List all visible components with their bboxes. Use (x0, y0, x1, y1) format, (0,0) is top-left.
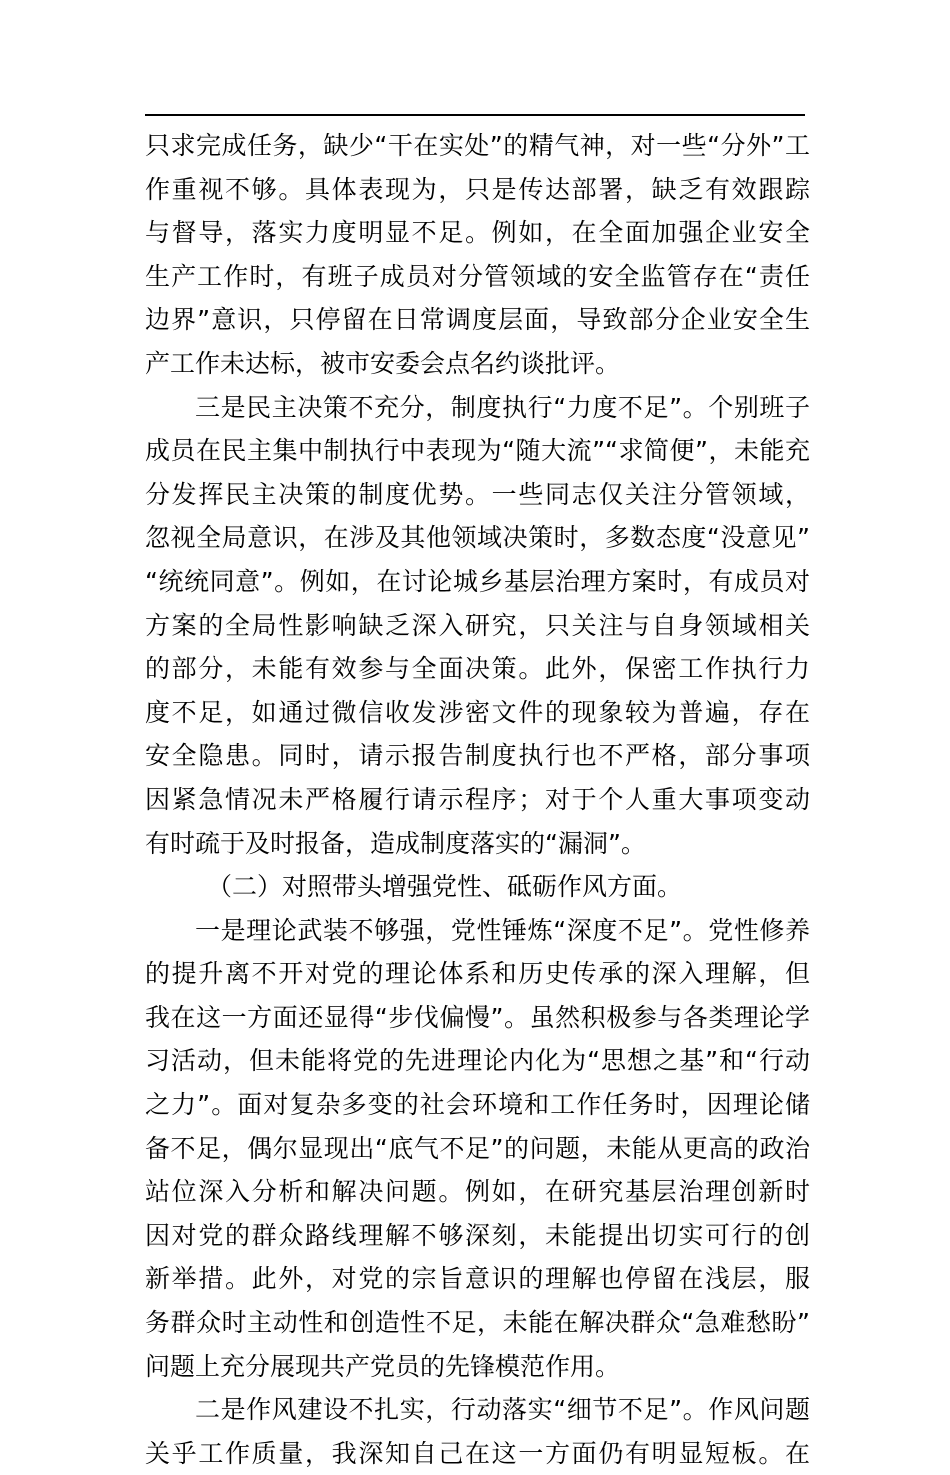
text-line: 习活动，但未能将党的先进理论内化为“思想之基”和“行动 (145, 1046, 810, 1076)
text-line: 一是理论武装不够强，党性锤炼“深度不足”。党性修养 (195, 915, 810, 945)
text-line: 有时疏于及时报备，造成制度落实的“漏洞”。 (145, 828, 646, 858)
text-line: 只求完成任务，缺少“干在实处”的精气神，对一些“分外”工 (145, 131, 810, 160)
text-line: “统统同意”。例如，在讨论城乡基层治理方案时，有成员对 (145, 566, 810, 596)
text-line: 作重视不够。具体表现为，只是传达部署，缺乏有效跟踪 (145, 174, 810, 204)
text-line: 因紧急情况未严格履行请示程序；对于个人重大事项变动 (145, 784, 810, 814)
header-rule (145, 114, 805, 116)
text-line: 二是作风建设不扎实，行动落实“细节不足”。作风问题 (195, 1395, 810, 1425)
text-line: 的提升离不开对党的理论体系和历史传承的深入理解，但 (145, 959, 810, 989)
text-line: 关乎工作质量，我深知自己在这一方面仍有明显短板。在 (145, 1438, 810, 1468)
text-line: 务群众时主动性和创造性不足，未能在解决群众“急难愁盼” (145, 1308, 810, 1338)
text-line: 我在这一方面还显得“步伐偏慢”。虽然积极参与各类理论学 (145, 1002, 810, 1032)
document-body (145, 124, 810, 1475)
text-line: 分发挥民主决策的制度优势。一些同志仅关注分管领域， (145, 479, 810, 509)
text-line: 边界”意识，只停留在日常调度层面，导致部分企业安全生 (145, 305, 810, 335)
text-line: 新举措。此外，对党的宗旨意识的理解也停留在浅层，服 (145, 1264, 810, 1294)
text-line: 因对党的群众路线理解不够深刻，未能提出切实可行的创 (145, 1220, 810, 1250)
text-line: 成员在民主集中制执行中表现为“随大流”“求简便”，未能充 (145, 436, 810, 466)
text-line: 方案的全局性影响缺乏深入研究，只关注与自身领域相关 (145, 610, 810, 640)
text-line: 三是民主决策不充分，制度执行“力度不足”。个别班子 (195, 392, 810, 422)
text-line: 度不足，如通过微信收发涉密文件的现象较为普遍，存在 (145, 697, 810, 727)
text-line: 与督导，落实力度明显不足。例如，在全面加强企业安全 (145, 218, 810, 248)
text-line: 之力”。面对复杂多变的社会环境和工作任务时，因理论储 (145, 1090, 810, 1120)
text-line: 安全隐患。同时，请示报告制度执行也不严格，部分事项 (145, 741, 810, 771)
text-line: 备不足，偶尔显现出“底气不足”的问题，未能从更高的政治 (145, 1133, 810, 1163)
text-line: 站位深入分析和解决问题。例如，在研究基层治理创新时 (145, 1177, 810, 1207)
text-line: 产工作未达标，被市安委会点名约谈批评。 (145, 348, 621, 378)
text-line: 生产工作时，有班子成员对分管领域的安全监管存在“责任 (145, 261, 810, 291)
text-line: 问题上充分展现共产党员的先锋模范作用。 (145, 1351, 621, 1381)
section-heading: （二）对照带头增强党性、砥砺作风方面。 (207, 872, 683, 902)
text-line: 忽视全局意识，在涉及其他领域决策时，多数态度“没意见” (145, 523, 810, 553)
text-line: 的部分，未能有效参与全面决策。此外，保密工作执行力 (145, 654, 810, 684)
